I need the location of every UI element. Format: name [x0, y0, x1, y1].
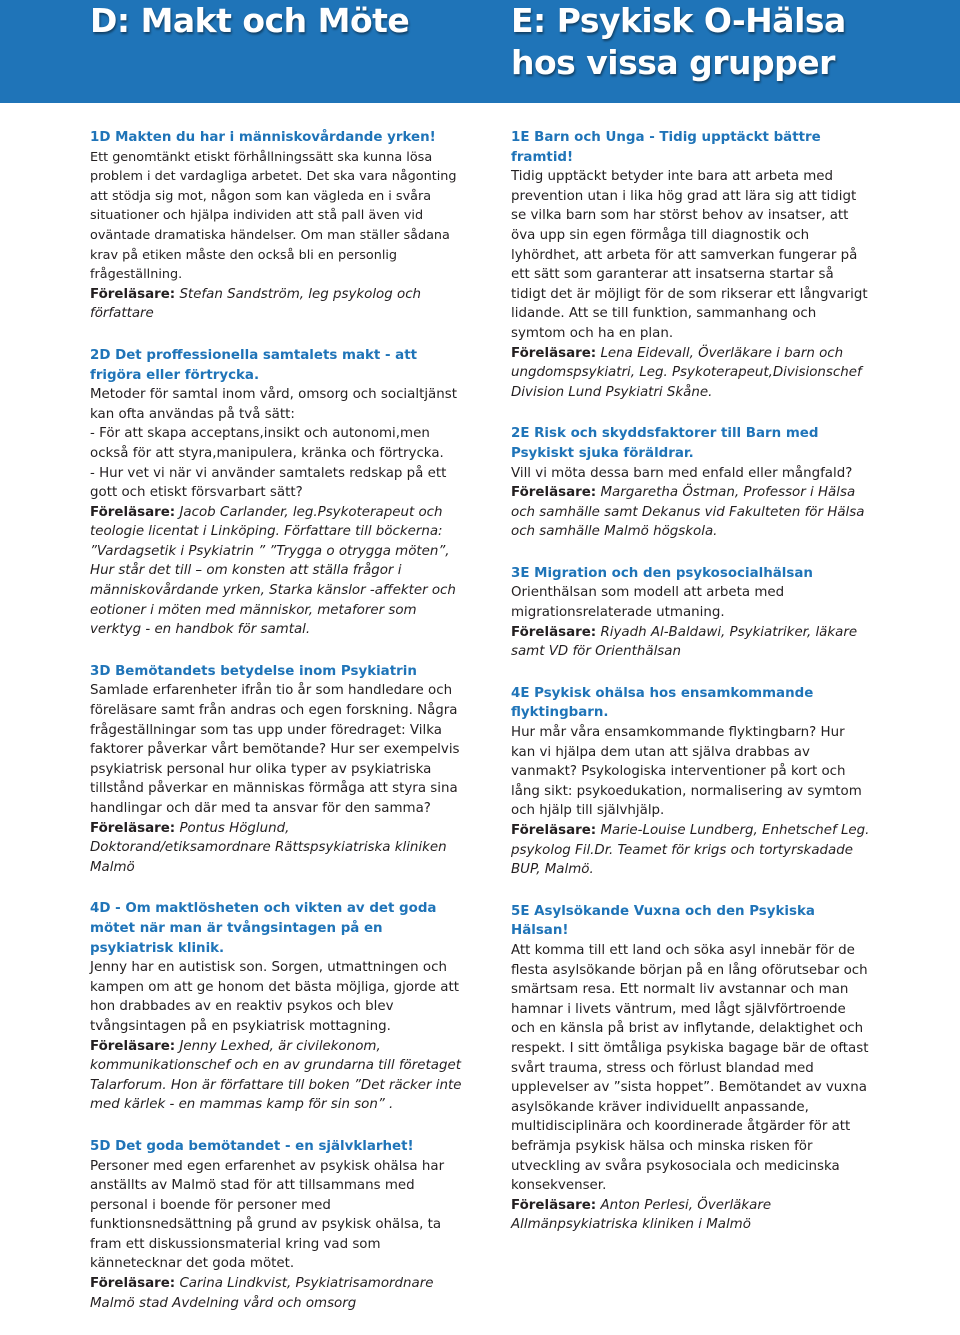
lecturer-name: Marie-Louise Lundberg, Enhetschef Leg. psykolog Fil.Dr. Teamet för krigs och tortyrskadade BUP, Malmö.: [511, 823, 870, 878]
lecturer-name: Pontus Höglund, Doktorand/etiksamordnare Rättspsykiatriska kliniken Malmö: [90, 820, 447, 875]
session-title: 4E Psykisk ohälsa hos ensamkommande flyktingbarn.: [511, 685, 814, 721]
lecturer-name: Jacob Carlander, leg.Psykoterapeut och teologie licentat i Linköping. Författare till böckerna: ”Vardagsetik i Psykiatrin ” ”Trygga o otrygga möten”, Hur står det till – om konsten att ställa frågor i människovårdande yrken, Starka känslor -affekter och eotioner i möten med människor, metaforer som verktyg - en handbok för samtal.: [90, 504, 456, 638]
session-description: Metoder för samtal inom vård, omsorg och socialtjänst kan ofta användas på två sätt:: [90, 387, 457, 422]
session-4e: [511, 684, 871, 880]
session-title: 2E Risk och skyddsfaktorer till Barn med Psykiskt sjuka föräldrar.: [511, 426, 819, 461]
session-title: 4D - Om maktlösheten och vikten av det goda mötet när man är tvångsintagen på en psykiatrisk klinik.: [90, 901, 437, 956]
lecturer-label: Föreläsare:: [511, 345, 597, 361]
lecturer-name: Jenny Lexhed, är civilekonom, kommunikationschef och en av grundarna till företaget Talarforum. Hon är författare till boken ”Det räcker inte med kärlek - en mammas kamp för sin son” .: [90, 1038, 462, 1113]
session-title: 5E Asylsökande Vuxna och den Psykiska Hälsan!: [511, 903, 815, 939]
session-description: Personer med egen erfarenhet av psykisk ohälsa har anställts av Malmö stad för att tillsammans med personal i boende för personer med funktionsnedsättning på grund av psykisk ohälsa, ta fram ett diskussionsmaterial kring vad som kännetecknar det goda mötet.: [90, 1158, 445, 1272]
session-5d: [90, 1137, 462, 1313]
session-2d: [90, 346, 462, 640]
left-column: [90, 128, 462, 1335]
lecturer-line: [511, 344, 871, 403]
session-1d: [90, 128, 462, 324]
session-description: Vill vi möta dessa barn med enfald eller mångfald?: [511, 465, 853, 481]
session-description: Tidig upptäckt betyder inte bara att arbeta med prevention utan i lika hög grad att lära sig att tidigt se vilka barn som har störst behov av insatser, att öva upp sin egen förmåga till diagnostik och lyhördhet, att arbeta för att samverkan fungerar på ett sätt som garanterar att insatserna startar så tidigt det är möjligt för de som rikserar ett långvarigt lidande. Att se till funktion, sammanhang och symtom och ha en plan.: [511, 169, 868, 341]
section-e-title-line2: hos vissa grupper: [511, 43, 835, 82]
lecturer-label: Föreläsare:: [511, 1197, 597, 1213]
session-5e: [511, 902, 871, 1235]
lecturer-name: Margaretha Östman, Professor i Hälsa och samhälle samt Dekanus vid Fakulteten för Hälsa och samhälle Malmö högskola.: [511, 485, 865, 540]
session-description-point: - Hur vet vi när vi använder samtalets redskap på ett gott och etiskt försvarbart sätt?: [90, 465, 447, 501]
lecturer-line: [90, 819, 462, 878]
lecturer-label: Föreläsare:: [90, 504, 176, 520]
lecturer-name: Riyadh Al-Baldawi, Psykiatriker, läkare samt VD för Orienthälsan: [511, 624, 858, 660]
session-title: 5D Det goda bemötandet - en självklarhet!: [90, 1138, 414, 1154]
session-2e: [511, 424, 871, 542]
session-description: Orienthälsan som modell att arbeta med migrationsrelaterade utmaning.: [511, 585, 785, 621]
session-description: Att komma till ett land och söka asyl innebär för de flesta asylsökande början på en lång oförutsebar och smärtsam resa. Ett normalt liv avstannar och man hamnar i livets väntrum, med lågt självförtroende och en känsla på brist av inflytande, delaktighet och respekt. I sitt ömtåliga psykiska bagage bär de oftast svårt trauma, stress och förlust blandad med upplevelser av ”sista hoppet”. Bemötandet av vuxna asylsökande kräver individuellt anpassande, multidisciplinära och koordinerade åtgärder för att befrämja psykisk hälsa och minska risken för utveckling av svåra psykosociala och medicinska konsekvenser.: [511, 942, 869, 1194]
session-description: Hur mår våra ensamkommande flyktingbarn? Hur kan vi hjälpa dem utan att själva drabbas av vanmakt? Psykologiska interventioner på kort och lång sikt: psykoedukation, normalisering av symtom och hjälp till självhjälp.: [511, 725, 862, 819]
lecturer-name: Carina Lindkvist, Psykiatrisamordnare Malmö stad Avdelning vård och omsorg: [90, 1276, 434, 1311]
section-e-title: [511, 0, 846, 84]
lecturer-name: Stefan Sandström, leg psykolog och författare: [90, 286, 422, 322]
session-4d: [90, 899, 462, 1115]
lecturer-label: Föreläsare:: [511, 624, 597, 640]
session-3e: [511, 564, 871, 662]
lecturer-line: [90, 503, 462, 640]
session-title: 1E Barn och Unga - Tidig upptäckt bättre framtid!: [511, 130, 821, 165]
right-column: [511, 128, 871, 1257]
section-e-title-line1: E: Psykisk O-Hälsa: [511, 1, 846, 40]
session-1e: [511, 128, 871, 402]
session-description: Samlade erfarenheter ifrån tio år som handledare och föreläsare samt från andras och egen forskning. Några frågeställningar som tas upp under föredraget: Vilka faktorer påverkar vårt bemötande? Hur ser exempelvis psykiatrisk personal hur olika typer av psykiatriska tillstånd påverkar en människas förmåga att styra sina handlingar och där med ta ansvar för den samma?: [90, 683, 460, 816]
section-d-title: D: Makt och Möte: [90, 1, 410, 40]
session-3d: [90, 662, 462, 878]
session-description: Jenny har en autistisk son. Sorgen, utmattningen och kampen om att ge honom det bästa möjliga, gjorde att hon drabbades av en reaktiv psykos och blev tvångsintagen på en psykiatrisk mottagning.: [90, 960, 460, 1034]
lecturer-label: Föreläsare:: [90, 1038, 176, 1054]
lecturer-label: Föreläsare:: [90, 820, 176, 836]
lecturer-line: [90, 285, 462, 324]
lecturer-label: Föreläsare:: [90, 286, 176, 302]
lecturer-line: [90, 1274, 462, 1313]
lecturer-line: [90, 1037, 462, 1115]
lecturer-label: Föreläsare:: [511, 823, 597, 838]
page-header: [0, 0, 960, 103]
lecturer-label: Föreläsare:: [511, 485, 597, 501]
session-title: 3E Migration och den psykosocialhälsan: [511, 565, 813, 581]
lecturer-line: [511, 1196, 871, 1235]
lecturer-line: [511, 821, 871, 880]
lecturer-line: [511, 483, 871, 542]
session-title: 1D Makten du har i människovårdande yrken!: [90, 130, 436, 145]
lecturer-name: Anton Perlesi, Överläkare Allmänpsykiatriska kliniken i Malmö: [511, 1197, 772, 1233]
session-title: 2D Det proffessionella samtalets makt - att frigöra eller förtrycka.: [90, 347, 418, 383]
session-description-point: - För att skapa acceptans,insikt och autonomi,men också för att styra,manipulera, kränka och förtrycka.: [90, 426, 444, 461]
lecturer-line: [511, 623, 871, 662]
lecturer-name: Lena Eidevall, Överläkare i barn och ungdomspsykiatri, Leg. Psykoterapeut,Divisionschef Division Lund Psykiatri Skåne.: [511, 345, 862, 400]
session-title: 3D Bemötandets betydelse inom Psykiatrin: [90, 663, 417, 679]
session-description: Ett genomtänkt etiskt förhållningssätt ska kunna lösa problem i det vardagliga arbetet. Det ska vara någonting att stödja sig mot, någon som kan vägleda en i svåra situationer och hjälpa individen att stå pall även vid oväntade dramatiska händelser. Om man ställer sådana krav på etiken måste den också bli en personlig frågeställning.: [90, 149, 457, 283]
lecturer-label: Föreläsare:: [90, 1276, 176, 1292]
